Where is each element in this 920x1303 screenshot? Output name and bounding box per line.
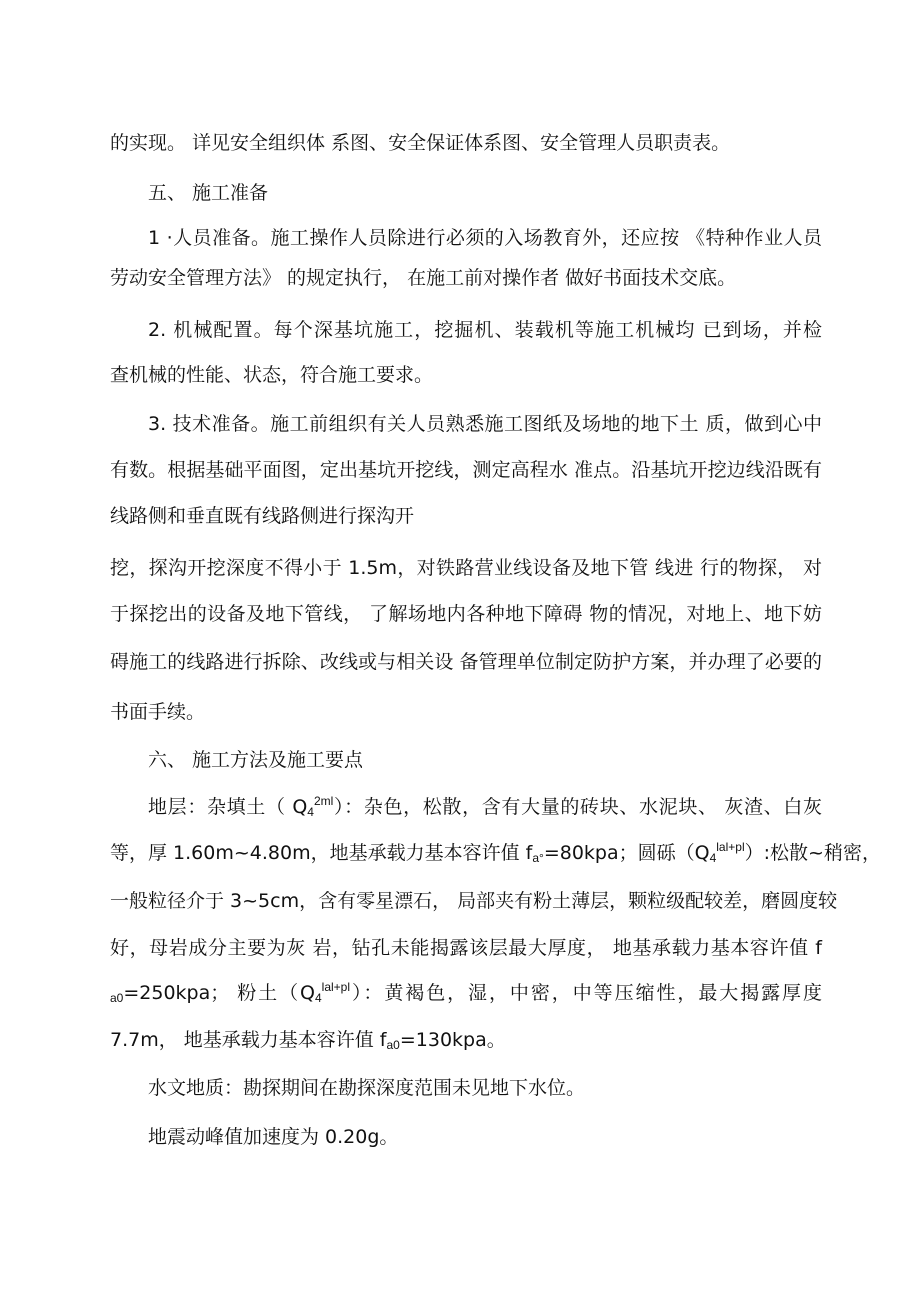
paragraph-line: 于探挖出的设备及地下管线， 了解场地内各种地下障碍 物的情况，对地上、地下妨 <box>110 603 822 625</box>
paragraph-line: 书面手续。 <box>110 701 206 723</box>
paragraph-line <box>110 833 881 873</box>
text-run: ）：杂色，松散，含有大量的砖块、水泥块、 灰渣、白灰 <box>333 796 822 818</box>
paragraph-line: 地震动峰值加速度为 0.20g。 <box>148 1126 399 1148</box>
superscript: 2ml <box>313 794 334 808</box>
paragraph-line: 线路侧和垂直既有线路侧进行探沟开 <box>110 505 415 527</box>
section-heading: 五、 施工准备 <box>148 182 269 204</box>
text-run: 地层：杂填土（ Q <box>148 796 308 818</box>
paragraph-line: 水文地质：勘探期间在勘探深度范围未见地下水位。 <box>148 1077 586 1099</box>
superscript: lal+pl <box>716 840 745 854</box>
paragraph-line: 3. 技术准备。施工前组织有关人员熟悉施工图纸及场地的地下土 质，做到心中 <box>148 413 822 435</box>
text-run: =130kpa。 <box>399 1029 506 1051</box>
paragraph-line: 一般粒径介于 3~5cm，含有零星漂石， 局部夹有粉土薄层，颗粒级配较差，磨圆度较 <box>110 890 838 912</box>
text-run: =80kpa；圆砾（Q <box>543 842 710 864</box>
subscript: a0 <box>386 1038 400 1052</box>
text-run: 等，厚 1.60m~4.80m，地基承载力基本容许值 f <box>110 842 533 864</box>
subscript: 4 <box>307 805 314 819</box>
text-run: 7.7m， 地基承载力基本容许值 f <box>110 1029 387 1051</box>
paragraph-line: 碍施工的线路进行拆除、改线或与相关设 备管理单位制定防护方案，并办理了必要的 <box>110 651 822 673</box>
subscript: a° <box>532 851 544 865</box>
paragraph-line: 有数。根据基础平面图，定出基坑开挖线，测定高程水 准点。沿基坑开挖边线沿既有 <box>110 459 822 481</box>
paragraph-line: 查机械的性能、状态，符合施工要求。 <box>110 364 434 386</box>
paragraph-line: 1 ·人员准备。施工操作人员除进行必须的入场教育外，还应按 《特种作业人员 <box>148 227 822 249</box>
paragraph-line: 挖，探沟开挖深度不得小于 1.5m，对铁路营业线设备及地下管 线进 行的物探， 对 <box>110 557 822 579</box>
subscript: a0 <box>110 991 124 1005</box>
paragraph-line: 好，母岩成分主要为灰 岩，钻孔未能揭露该层最大厚度， 地基承载力基本容许值 f <box>110 937 822 959</box>
subscript: 4 <box>314 991 322 1005</box>
superscript: lal+pl <box>321 980 351 994</box>
text-run: =250kpa； 粉土（Q <box>123 982 315 1004</box>
text-run: ）:松散~稍密， <box>744 842 881 864</box>
subscript: 4 <box>709 851 717 865</box>
section-heading: 六、 施工方法及施工要点 <box>148 749 364 771</box>
paragraph-line: 的实现。 详见安全组织体 系图、安全保证体系图、安全管理人员职责表。 <box>110 132 731 154</box>
paragraph-line <box>110 1020 822 1060</box>
text-run: ）：黄褐色，湿，中密，中等压缩性，最大揭露厚度 <box>350 982 822 1004</box>
paragraph-line <box>148 787 822 827</box>
paragraph-line: 劳动安全管理方法》 的规定执行， 在施工前对操作者 做好书面技术交底。 <box>110 267 737 289</box>
paragraph-line: 2. 机械配置。每个深基坑施工，挖掘机、装载机等施工机械均 已到场，并检 <box>148 319 822 341</box>
paragraph-line <box>110 973 822 1013</box>
